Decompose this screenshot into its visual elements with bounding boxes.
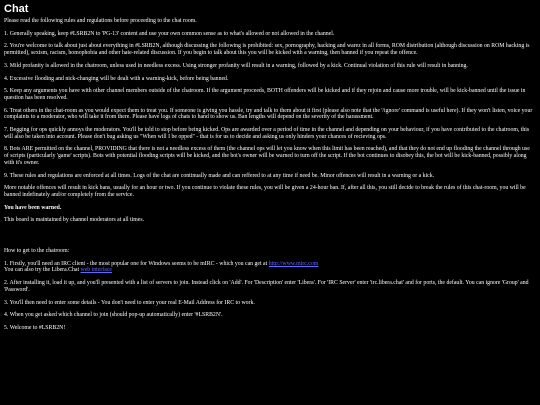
howto-heading: How to get to the chatroom: [4, 248, 70, 255]
warning-strong: You have been warned. [4, 204, 62, 211]
rule-5: 5. Keep any arguments you have with other channel members outside of the chatroom. If the argument proceeds, BOTH offenders will be kicked and if they rejoin and cause more trouble, will be kick-banned until the issue in question has been resolved. [4, 88, 526, 101]
spacer [4, 230, 536, 248]
warning-text [4, 205, 536, 212]
step-3: 3. You'll then need to enter some details - You don't need to enter your real E-Mail Address for IRC to work. [4, 299, 255, 306]
rule-6: 6. Treat others in the chat-room as you would expect them to treat you. If someone is giving you hassle, try and talk to them about it first (please also note that the '/ignore' command is useful here). If they won't listen, voice your complaints to a moderator, who will take it from there. Please have logs of chats to hand to show us. Ban lengths will depend on the severity of the harassment. [4, 107, 533, 121]
step-4: 4. When you get asked which channel to join (should pop-up automatically) enter '#LSRB2N'. [4, 312, 223, 319]
step-1-text: 1. Firstly, you'll need an IRC client - the most popular one for Windows seems to be mIRC - which you can get at [4, 260, 268, 267]
maintained-text: This board is maintained by channel moderators at all times. [4, 217, 145, 224]
rule-9: 9. These rules and regulations are enforced at all times. Logs of the chat are continually made and can reffered to at any time if need be. Minor offences will result in a warning or a kick. [4, 172, 435, 179]
page-title: Chat [4, 3, 29, 15]
rule-3: 3. Mild profanity is allowed in the chatroom, unless used in needless excess. Using stronger profanity will result in a warning, followed by a kick. Continual violation of this rule will result in banning. [4, 62, 468, 69]
rule-7: 7. Begging for ops quickly annoys the moderators. You'll be told to stop before being kicked. Ops are awarded over a period of time in the channel and depending on your behaviour, if you have contributed to the chatroom, this will also be taken into account. Please don't bug asking us "When will I be opped" - that is for us to decide and asking us only hinders your chances of recieving ops. [4, 127, 530, 140]
rule-2: 2. You're welcome to talk about just about everything in #LSRB2N, although discussing the following is prohibited: sex, pornography, hacking and warez in all forms, ROM distribution (although discussion on ROM hacking is permitted), sexism, racism, homophobia and other hate-related discussion. If you begin to talk about this you will be kicked with a warning, then banned if you repeat the offence. [4, 43, 530, 57]
web-interface-link[interactable]: web interface [80, 267, 112, 274]
step-2: 2. After installing it, load it up, and you'll presented with a list of servers to join. Instead click on 'Add'. For 'Description' enter 'Libera'. For 'IRC Server' enter 'irc.libera.chat' and for ports, the default. You can ignore 'Group' and 'Password'. [4, 280, 529, 293]
rule-1: 1. Generally speaking, keep #LSRB2N to 'PG-13' content and use your own common sense as to what's allowed or not allowed in the channel. [4, 30, 335, 37]
step-1 [4, 261, 536, 274]
rule-8: 8. Bots ARE permitted on the channel, PROVIDING that there is not a needless excess of them (the channel ops will let you know when this limit has been reached), and that they do not end up flooding the channel through use of scripts (particularly 'game' scripts). Bots with potential flooding scripts will be kicked, and the bot's owner will be warned to turn off the script. If the bot continues to disobey this, the bot will be kick-banned, possibly along with it's owner. [4, 146, 530, 166]
mirc-link[interactable]: http://www.mirc.com [268, 260, 319, 267]
intro-text: Please read the following rules and regulations before proceeding to the chat room. [4, 18, 197, 24]
step-5: 5. Welcome to #LSRB2N! [4, 324, 66, 331]
rule-4: 4. Excessive flooding and nick-changing will be dealt with a warning-kick, before being banned. [4, 75, 229, 82]
step-1-more: You can also try the Libera.Chat [4, 267, 80, 274]
consequences-text: More notable offences will result in kick bans, usually for an hour or two. If you continue to violate these rules, you will be given a 24-hour ban. If, after all this, you still decide to break the rules of this chat-room, you will be banned indefinately and/or completely from the service. [4, 185, 526, 198]
